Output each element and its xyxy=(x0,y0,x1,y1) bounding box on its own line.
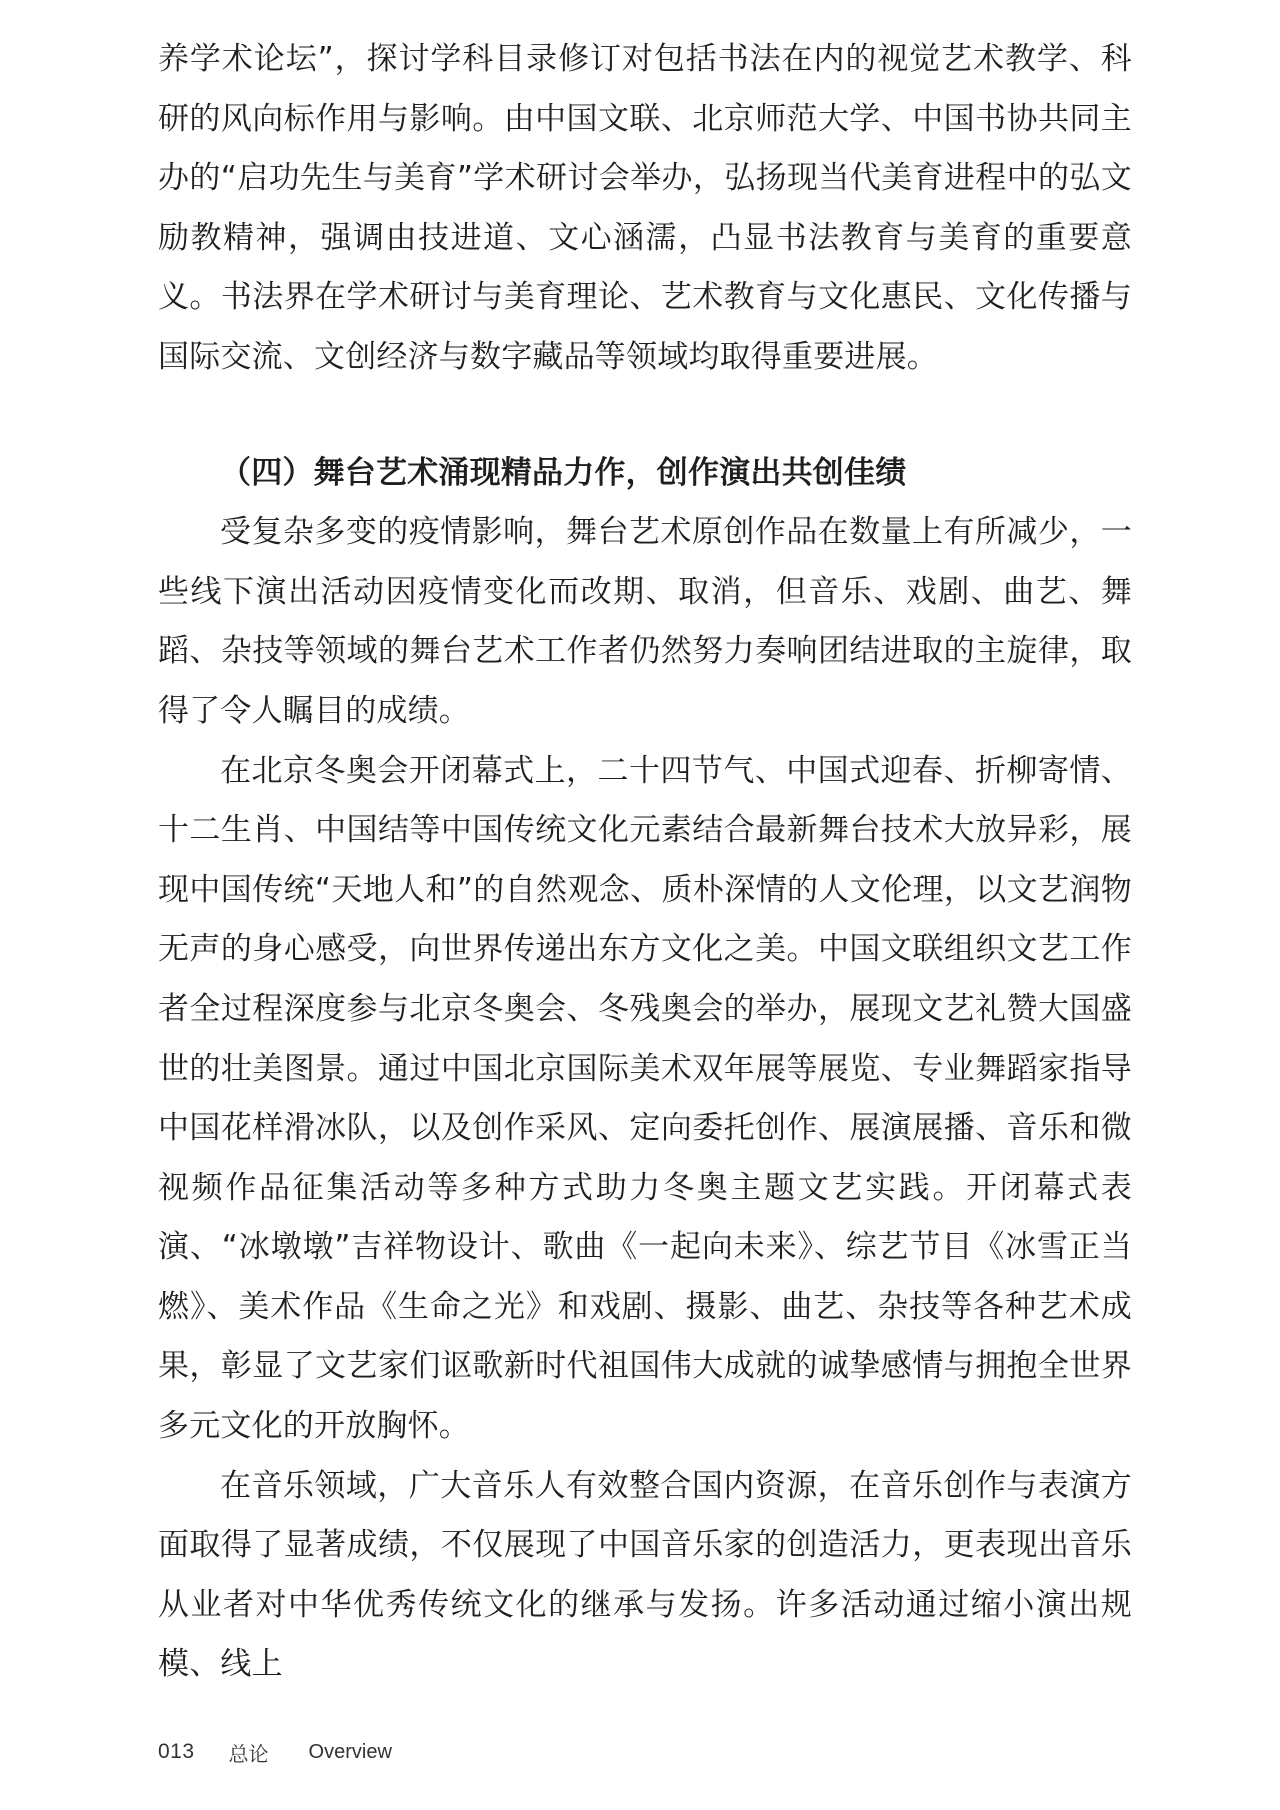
page-number: 013 xyxy=(158,1740,195,1763)
footer-section-en: Overview xyxy=(308,1740,392,1763)
paragraph-pandemic-impact: 受复杂多变的疫情影响，舞台艺术原创作品在数量上有所减少，一些线下演出活动因疫情变化而改期、取消，但音乐、戏剧、曲艺、舞蹈、杂技等领域的舞台艺术工作者仍然努力奏响团结进取的主旋律，取得了令人瞩目的成绩。 xyxy=(158,514,1132,729)
page-footer xyxy=(158,1737,392,1767)
body-text xyxy=(158,30,1132,1695)
paragraph-winter-olympics: 在北京冬奥会开闭幕式上，二十四节气、中国式迎春、折柳寄情、十二生肖、中国结等中国传统文化元素结合最新舞台技术大放异彩，展现中国传统“天地人和”的自然观念、质朴深情的人文伦理，以文艺润物无声的身心感受，向世界传递出东方文化之美。中国文联组织文艺工作者全过程深度参与北京冬奥会、冬残奥会的举办，展现文艺礼赞大国盛世的壮美图景。通过中国北京国际美术双年展等展览、专业舞蹈家指导中国花样滑冰队，以及创作采风、定向委托创作、展演展播、音乐和微视频作品征集活动等多种方式助力冬奥主题文艺实践。开闭幕式表演、“冰墩墩”吉祥物设计、歌曲《一起向未来》、综艺节目《冰雪正当燃》、美术作品《生命之光》和戏剧、摄影、曲艺、杂技等各种艺术成果，彰显了文艺家们讴歌新时代祖国伟大成就的诚挚感情与拥抱全世界多元文化的开放胸怀。 xyxy=(158,752,1132,1445)
paragraph-music-field: 在音乐领域，广大音乐人有效整合国内资源，在音乐创作与表演方面取得了显著成绩，不仅展现了中国音乐家的创造活力，更表现出音乐从业者对中华优秀传统文化的继承与发扬。许多活动通过缩小演出规模、线上 xyxy=(158,1467,1132,1683)
continued-paragraph: 养学术论坛”，探讨学科目录修订对包括书法在内的视觉艺术教学、科研的风向标作用与影响。由中国文联、北京师范大学、中国书协共同主办的“启功先生与美育”学术研讨会举办，弘扬现当代美育进程中的弘文励教精神，强调由技进道、文心涵濡，凸显书法教育与美育的重要意义。书法界在学术研讨与美育理论、艺术教育与文化惠民、文化传播与国际交流、文创经济与数字藏品等领域均取得重要进展。 xyxy=(158,41,1132,375)
section-heading: （四）舞台艺术涌现精品力作，创作演出共创佳绩 xyxy=(220,454,907,491)
footer-section-cn: 总论 xyxy=(228,1741,269,1766)
